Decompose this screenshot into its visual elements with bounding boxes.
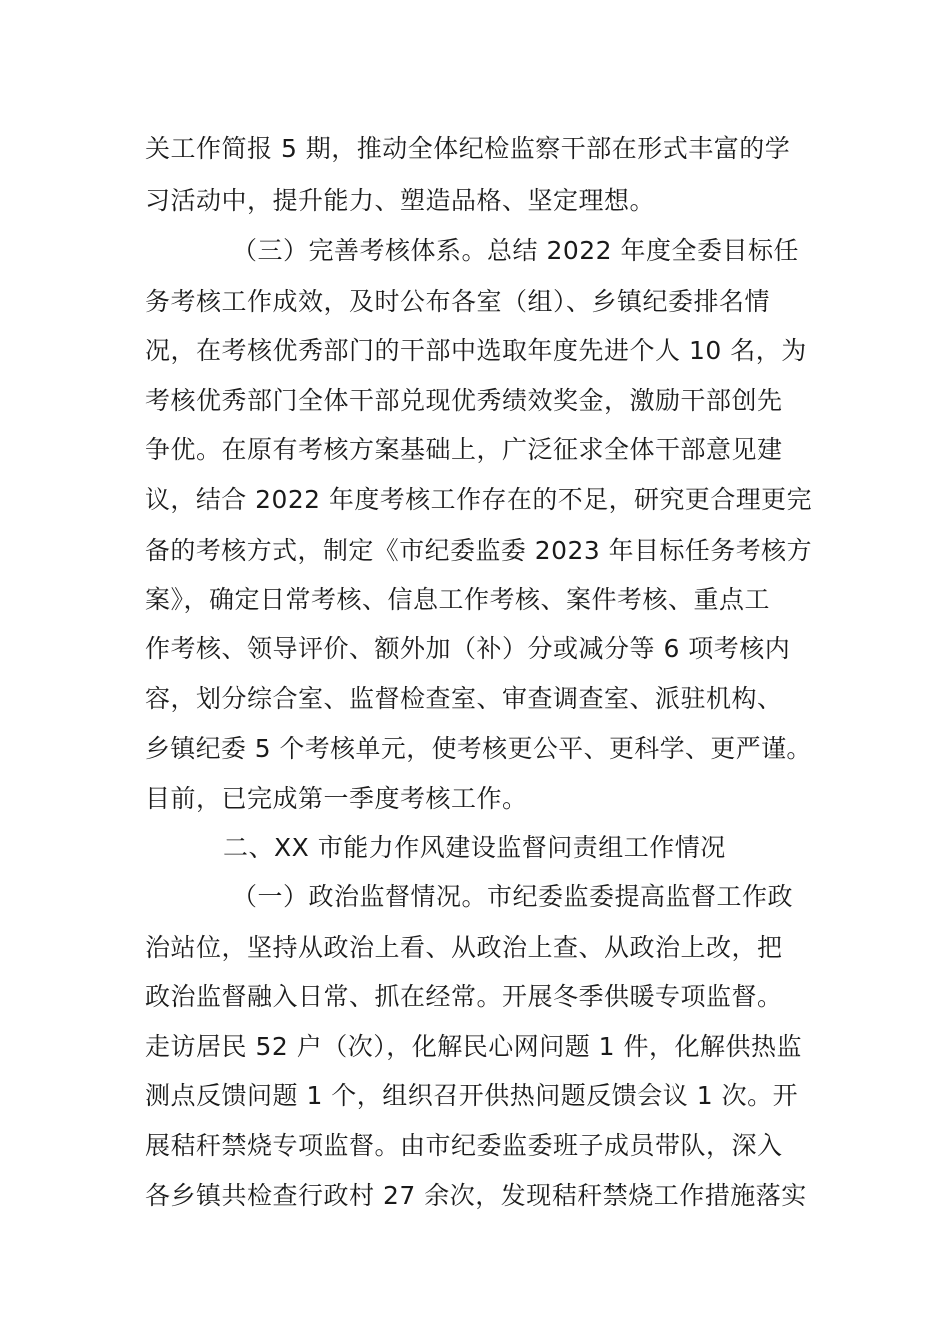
body-text-line: 乡镇纪委 5 个考核单元，使考核更公平、更科学、更严谨。 <box>145 734 812 763</box>
section-heading-paragraph: （三）完善考核体系。总结 2022 年度全委目标任 <box>232 236 800 265</box>
body-text-line: 议，结合 2022 年度考核工作存在的不足，研究更合理更完 <box>145 485 813 514</box>
body-text-line: 况，在考核优秀部门的干部中选取年度先进个人 10 名，为 <box>145 336 807 365</box>
body-text-line: 作考核、领导评价、额外加（补）分或减分等 6 项考核内 <box>145 634 791 663</box>
body-text-line: 目前，已完成第一季度考核工作。 <box>145 784 528 813</box>
body-text-line: 备的考核方式，制定《市纪委监委 2023 年目标任务考核方 <box>145 536 813 565</box>
body-text-line: 展秸秆禁烧专项监督。由市纪委监委班子成员带队，深入 <box>145 1131 783 1160</box>
body-text-line: 测点反馈问题 1 个，组织召开供热问题反馈会议 1 次。开 <box>145 1081 799 1110</box>
body-text-line: 治站位，坚持从政治上看、从政治上查、从政治上改，把 <box>145 933 783 962</box>
body-text-line: 争优。在原有考核方案基础上，广泛征求全体干部意见建 <box>145 435 783 464</box>
chapter-heading: 二、XX 市能力作风建设监督问责组工作情况 <box>223 833 726 862</box>
body-text-line: 走访居民 52 户（次），化解民心网问题 1 件，化解供热监 <box>145 1032 803 1061</box>
body-text-line: 案》，确定日常考核、信息工作考核、案件考核、重点工 <box>145 585 771 614</box>
section-heading-paragraph: （一）政治监督情况。市纪委监委提高监督工作政 <box>232 882 794 911</box>
body-text-line: 各乡镇共检查行政村 27 余次，发现秸秆禁烧工作措施落实 <box>145 1181 807 1210</box>
body-text-line: 容，划分综合室、监督检查室、审查调查室、派驻机构、 <box>145 684 783 713</box>
body-text-line: 务考核工作成效，及时公布各室（组）、乡镇纪委排名情 <box>145 287 771 316</box>
body-text-line: 政治监督融入日常、抓在经常。开展冬季供暖专项监督。 <box>145 982 783 1011</box>
body-text-line: 考核优秀部门全体干部兑现优秀绩效奖金，激励干部创先 <box>145 386 783 415</box>
body-text-line: 习活动中，提升能力、塑造品格、坚定理想。 <box>145 186 656 215</box>
body-text-line: 关工作简报 5 期，推动全体纪检监察干部在形式丰富的学 <box>145 134 791 163</box>
